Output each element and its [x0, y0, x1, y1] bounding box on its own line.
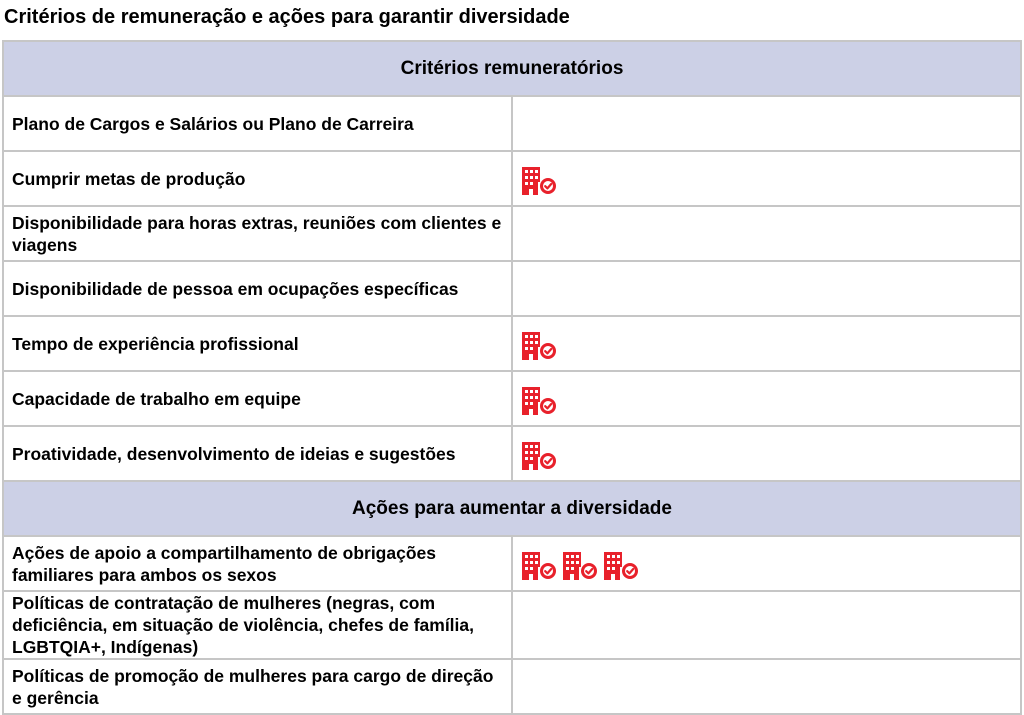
company-building-check-icon — [562, 552, 600, 580]
table-row — [3, 659, 1021, 714]
row-marks — [512, 659, 1021, 714]
company-building-check-icon — [521, 387, 559, 415]
company-building-check-icon — [521, 552, 559, 580]
row-label: Plano de Cargos e Salários ou Plano de Carreira — [3, 96, 512, 151]
row-icon-group — [521, 685, 1012, 689]
row-icon-group — [521, 163, 1012, 195]
row-icon-group — [521, 328, 1012, 360]
row-icon-group — [521, 122, 1012, 126]
row-label: Capacidade de trabalho em equipe — [3, 371, 512, 426]
company-building-check-icon — [603, 552, 641, 580]
row-marks — [512, 316, 1021, 371]
row-marks — [512, 151, 1021, 206]
row-icon-group — [521, 287, 1012, 291]
row-icon-group — [521, 623, 1012, 627]
row-label: Ações de apoio a compartilhamento de obrigações familiares para ambos os sexos — [3, 536, 512, 591]
company-building-check-icon — [521, 442, 559, 470]
row-label: Tempo de experiência profissional — [3, 316, 512, 371]
table-row — [3, 316, 1021, 371]
row-icon-group — [521, 548, 1012, 580]
company-building-check-icon — [521, 167, 559, 195]
section-header-row — [3, 481, 1021, 536]
table-row — [3, 206, 1021, 261]
criteria-table — [2, 40, 1022, 715]
row-marks — [512, 536, 1021, 591]
section-title: Critérios remuneratórios — [3, 41, 1021, 96]
row-label: Políticas de contratação de mulheres (negras, com deficiência, em situação de violência, chefes de família, LGBTQIA+, Indígenas) — [3, 591, 512, 659]
table-row — [3, 536, 1021, 591]
row-marks — [512, 591, 1021, 659]
table-row — [3, 261, 1021, 316]
table-row — [3, 96, 1021, 151]
row-marks — [512, 96, 1021, 151]
row-label: Disponibilidade de pessoa em ocupações específicas — [3, 261, 512, 316]
row-marks — [512, 426, 1021, 481]
row-label: Proatividade, desenvolvimento de ideias e sugestões — [3, 426, 512, 481]
row-marks — [512, 206, 1021, 261]
row-label: Políticas de promoção de mulheres para cargo de direção e gerência — [3, 659, 512, 714]
row-icon-group — [521, 232, 1012, 236]
row-icon-group — [521, 438, 1012, 470]
table-row — [3, 591, 1021, 659]
table-row — [3, 151, 1021, 206]
row-label: Disponibilidade para horas extras, reuniões com clientes e viagens — [3, 206, 512, 261]
row-marks — [512, 261, 1021, 316]
table-row — [3, 371, 1021, 426]
section-header-row — [3, 41, 1021, 96]
page-title: Critérios de remuneração e ações para garantir diversidade — [4, 6, 570, 28]
row-label: Cumprir metas de produção — [3, 151, 512, 206]
section-title: Ações para aumentar a diversidade — [3, 481, 1021, 536]
row-icon-group — [521, 383, 1012, 415]
row-marks — [512, 371, 1021, 426]
table-row — [3, 426, 1021, 481]
company-building-check-icon — [521, 332, 559, 360]
